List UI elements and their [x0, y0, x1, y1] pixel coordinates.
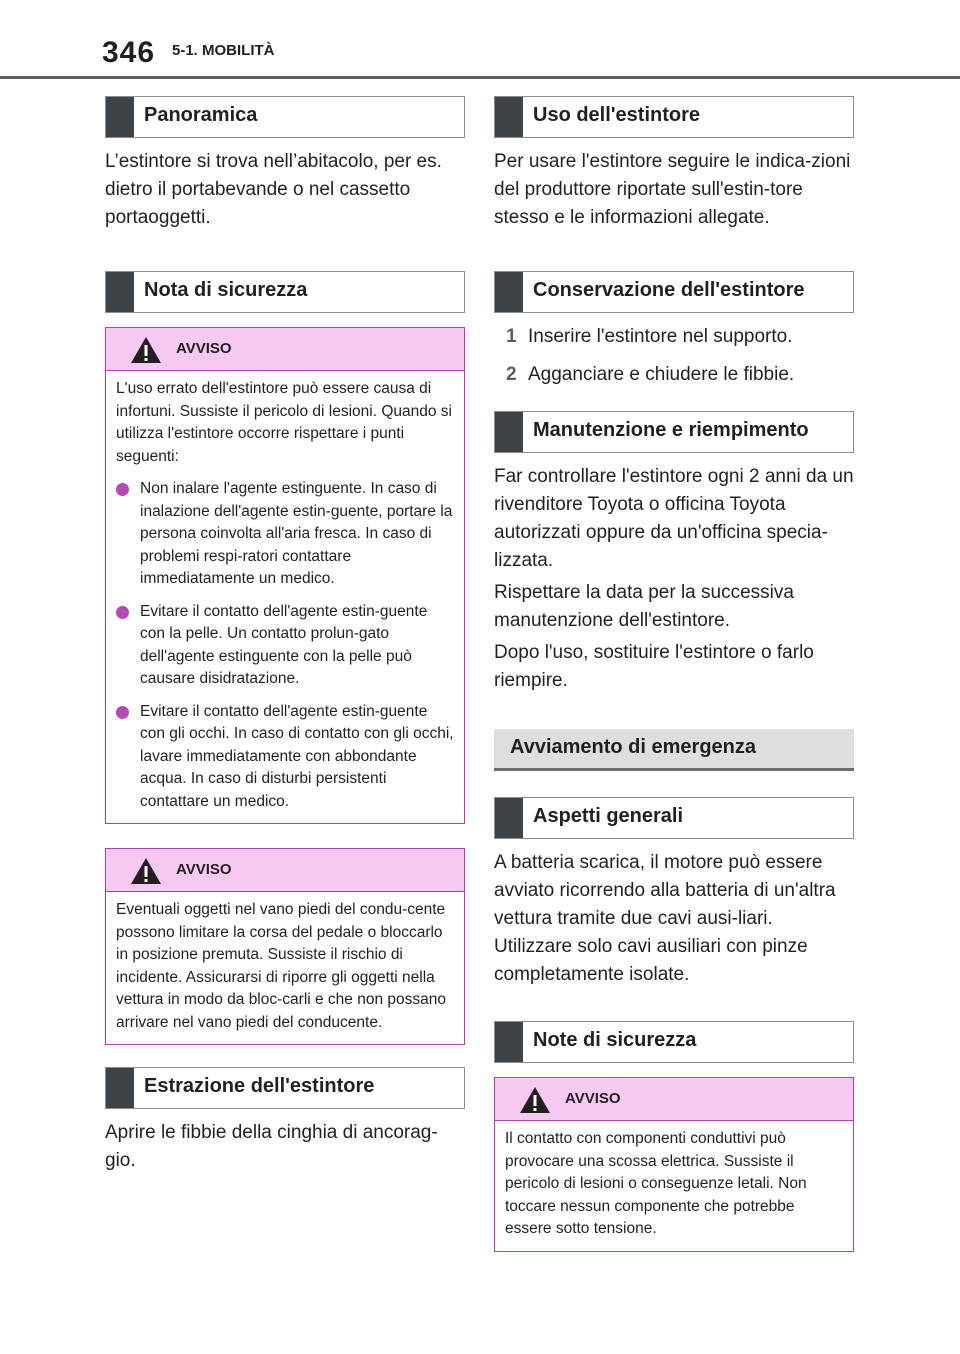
panoramica-text: L’estintore si trova nell’abitacolo, per es. dietro il portabevande o nel cassetto portaoggetti.	[105, 151, 442, 228]
warning-triangle-icon	[130, 857, 162, 885]
warning-box-1	[105, 327, 465, 824]
right-column	[494, 96, 854, 1252]
heading-aspetti-generali: Aspetti generali	[494, 797, 854, 839]
heading-manutenzione: Manutenzione e riempimento	[494, 411, 854, 453]
warning-title: AVVISO	[176, 340, 232, 357]
heading-conservazione: Conservazione dell'estintore	[494, 271, 854, 313]
heading-note-sicurezza: Note di sicurezza	[494, 1021, 854, 1063]
warning-header	[106, 328, 464, 371]
warning-triangle-icon	[519, 1086, 551, 1114]
left-column	[105, 96, 465, 1175]
manutenzione-text-1: Far controllare l'estintore ogni 2 anni da un rivenditore Toyota o officina Toyota autorizzati oppure da un'officina specia-lizzata.	[494, 466, 854, 571]
header-rule	[0, 76, 960, 79]
warning-box-3	[494, 1077, 854, 1252]
manutenzione-text-3: Dopo l'uso, sostituire l'estintore o farlo riempire.	[494, 642, 814, 691]
warning-box-2	[105, 848, 465, 1045]
warning-text: Il contatto con componenti conduttivi può provocare una scossa elettrica. Sussiste il pericolo di lesioni o conseguenze letali. Non toccare nessun componente che potrebbe essere sotto tensione.	[505, 1130, 807, 1237]
warning-intro: L'uso errato dell'estintore può essere causa di infortuni. Sussiste il pericolo di lesioni. Quando si utilizza l'estintore occorre rispettare i punti seguenti:	[116, 380, 453, 465]
heading-estrazione: Estrazione dell'estintore	[105, 1067, 465, 1109]
warning-title: AVVISO	[176, 861, 232, 878]
manutenzione-text-2: Rispettare la data per la successiva manutenzione dell'estintore.	[494, 582, 794, 631]
aspetti-text: A batteria scarica, il motore può essere avviato ricorrendo alla batteria di un'altra vettura tramite due cavi ausi-liari. Utilizzare solo cavi ausiliari con pinze completamente isolate.	[494, 852, 836, 985]
list-item: Evitare il contatto dell'agente estin-guente con gli occhi. In caso di contatto con gli occhi, lavare immediatamente con abbondante acqua. In caso di disturbi persistenti contattare un medico.	[116, 701, 454, 814]
warning-header	[495, 1078, 853, 1121]
heading-uso-estintore: Uso dell'estintore	[494, 96, 854, 138]
list-item: Evitare il contatto dell'agente estin-guente con la pelle. Un contatto prolun-gato dell'agente estinguente con la pelle può causare disidratazione.	[116, 601, 454, 691]
warning-text: Eventuali oggetti nel vano piedi del condu-cente possono limitare la corsa del pedale o bloccarlo in posizione premuta. Sussiste il rischio di incidente. Assicurarsi di riporre gli oggetti nella vettura in modo da bloc-carli e che non possano arrivare nel vano piedi del conducente.	[116, 901, 447, 1031]
uso-text: Per usare l'estintore seguire le indica-zioni del produttore riportate sull'estin-tore stesso e le informazioni allegate.	[494, 151, 851, 228]
warning-triangle-icon	[130, 336, 162, 364]
warning-title: AVVISO	[565, 1090, 621, 1107]
heading-nota-sicurezza: Nota di sicurezza	[105, 271, 465, 313]
warning-header	[106, 849, 464, 892]
section-label: 5-1. MOBILITÀ	[172, 42, 275, 59]
page-header	[0, 0, 960, 80]
estrazione-text: Aprire le fibbie della cinghia di ancorag-gio.	[105, 1122, 438, 1171]
heading-avviamento-emergenza: Avviamento di emergenza	[494, 729, 854, 771]
list-item: Non inalare l'agente estinguente. In caso di inalazione dell'agente estin-guente, portare la persona coinvolta all'aria fresca. In caso di problemi respi-ratori contattare immediatamente un medico.	[116, 478, 454, 591]
list-item: 2 Agganciare e chiudere le fibbie.	[506, 364, 795, 385]
heading-panoramica: Panoramica	[105, 96, 465, 138]
list-item: 1 Inserire l'estintore nel supporto.	[506, 326, 793, 347]
page-number: 346	[102, 36, 156, 69]
